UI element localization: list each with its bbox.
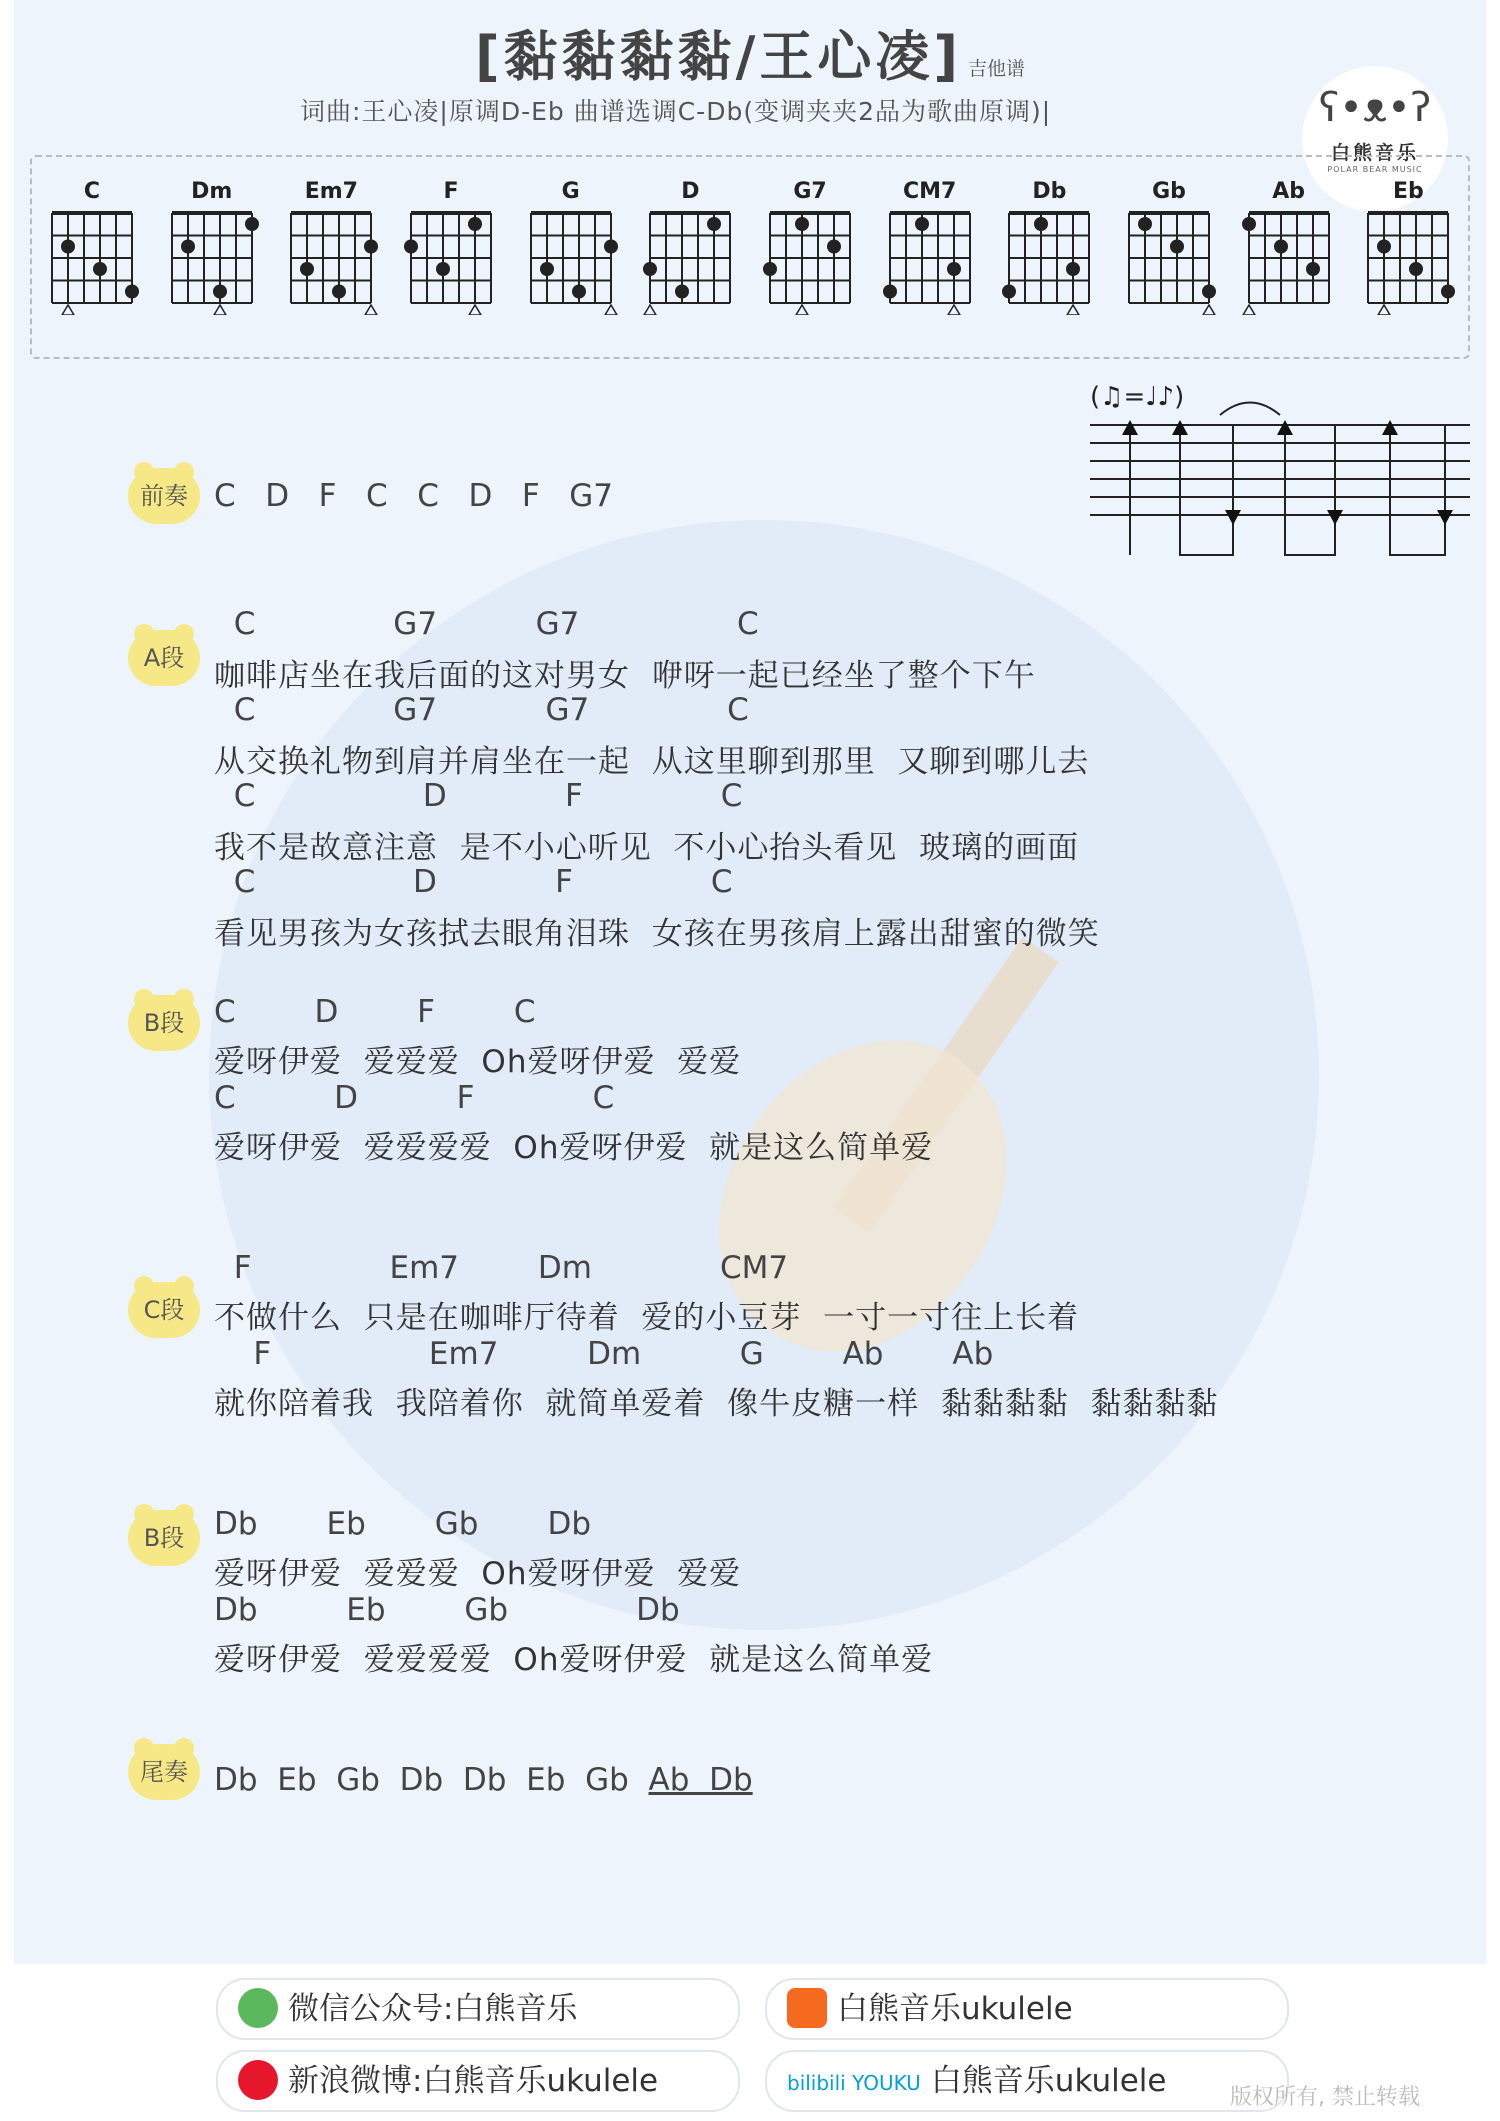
fretboard-grid [281, 205, 381, 315]
chord-diagram-panel [30, 155, 1470, 359]
section-b2-lyric-2: 爱呀伊爱 爱爱爱爱 Oh爱呀伊爱 就是这么简单爱 [214, 1642, 934, 1678]
weibo-pill[interactable] [216, 2050, 740, 2112]
logo-brand-name-en: POLAR BEAR MUSIC [1327, 165, 1423, 174]
chord-diagram-c [42, 179, 142, 345]
taobao-icon [787, 1988, 827, 2028]
fretboard-grid [1119, 205, 1219, 315]
chord-diagram-cm7 [880, 179, 980, 345]
wechat-label: 微信公众号:白熊音乐 [288, 1991, 578, 2027]
section-a-chords-4: C D F C [214, 864, 733, 900]
section-b2-chords-2: Db Eb Gb Db [214, 1592, 680, 1628]
bilibili-youku-icons: bilibili YOUKU [787, 2070, 921, 2095]
section-b-lyric-1: 爱呀伊爱 爱爱爱 Oh爱呀伊爱 爱爱 [214, 1044, 742, 1080]
chord-name: Em7 [304, 179, 358, 204]
section-a-badge: A段 [128, 630, 200, 686]
chord-diagram-dm [162, 179, 262, 345]
section-a-chords-2: C G7 G7 C [214, 692, 749, 728]
section-a-lyric-2: 从交换礼物到肩并肩坐在一起 从这里聊到那里 又聊到哪儿去 [214, 744, 1090, 780]
title-row [0, 14, 1500, 91]
chord-diagram-f [401, 179, 501, 345]
outro-chords [214, 1762, 753, 1798]
section-a-chords-3: C D F C [214, 778, 743, 814]
video-pill[interactable] [765, 2050, 1289, 2112]
credits-line: 词曲:王心凌|原调D-Eb 曲谱选调C-Db(变调夹夹2品为歌曲原调)| [300, 97, 1052, 126]
chord-diagram-em7 [281, 179, 381, 345]
chord-name: CM7 [902, 179, 957, 204]
fretboard-grid [880, 205, 980, 315]
fretboard-grid [162, 205, 262, 315]
section-b-badge: B段 [128, 995, 200, 1051]
chord-name: G [561, 179, 580, 204]
song-title: [黏黏黏黏/王心凌] [474, 25, 963, 88]
intro-chords: C D F C C D F G7 [214, 478, 614, 514]
section-b-chords-2: C D F C [214, 1080, 615, 1116]
section-c-chords-1: F Em7 Dm CM7 [214, 1250, 789, 1286]
section-c-lyric-1: 不做什么 只是在咖啡厅待着 爱的小豆芽 一寸一寸往上长着 [214, 1300, 1080, 1336]
logo-brand-name: 白熊音乐 [1330, 142, 1419, 164]
outro-badge: 尾奏 [128, 1744, 200, 1800]
chord-name: F [443, 179, 459, 204]
section-b-lyric-2: 爱呀伊爱 爱爱爱爱 Oh爱呀伊爱 就是这么简单爱 [214, 1130, 934, 1166]
outro-chords-underlined: Ab Db [648, 1762, 753, 1798]
chord-diagram-eb [1358, 179, 1458, 345]
chord-name: C [83, 179, 101, 204]
section-b2-badge: B段 [128, 1510, 200, 1566]
section-a-lyric-3: 我不是故意注意 是不小心听见 不小心抬头看见 玻璃的画面 [214, 830, 1080, 866]
taobao-label: 白熊音乐ukulele [837, 1991, 1073, 2027]
section-b2-chords-1: Db Eb Gb Db [214, 1506, 591, 1542]
chord-diagram-gb [1119, 179, 1219, 345]
fretboard-grid [760, 205, 860, 315]
chord-name: Db [1032, 179, 1067, 204]
chord-name: Gb [1152, 179, 1186, 204]
fretboard-grid [999, 205, 1099, 315]
fretboard-grid [401, 205, 501, 315]
wechat-icon [238, 1988, 278, 2028]
fretboard-grid [1239, 205, 1339, 315]
chord-diagram-d [640, 179, 740, 345]
section-c-badge: C段 [128, 1282, 200, 1338]
section-c-lyric-2: 就你陪着我 我陪着你 就简单爱着 像牛皮糖一样 黏黏黏黏 黏黏黏黏 [214, 1386, 1219, 1422]
wechat-pill[interactable] [216, 1978, 740, 2040]
chord-name: D [681, 179, 700, 204]
chord-diagram-g [521, 179, 621, 345]
chord-name: Dm [191, 179, 233, 204]
weibo-icon [238, 2060, 278, 2100]
strumming-pattern [1090, 365, 1470, 565]
taobao-pill[interactable] [765, 1978, 1289, 2040]
fretboard-grid [640, 205, 740, 315]
video-label: 白熊音乐ukulele [930, 2063, 1167, 2099]
polar-bear-icon: ʕ•ᴥ•ʔ [1318, 85, 1432, 131]
section-a-lyric-1: 咖啡店坐在我后面的这对男女 咿呀一起已经坐了整个下午 [214, 658, 1036, 694]
copyright-notice: 版权所有, 禁止转载 [1230, 2085, 1420, 2110]
fretboard-grid [521, 205, 621, 315]
chord-diagram-g7 [760, 179, 860, 345]
chord-name: Eb [1392, 179, 1424, 204]
section-b-chords-1: C D F C [214, 994, 536, 1030]
section-a-chords-1: C G7 G7 C [214, 606, 759, 642]
score-type-tag: 吉他谱 [968, 58, 1026, 80]
section-a-lyric-4: 看见男孩为女孩拭去眼角泪珠 女孩在男孩肩上露出甜蜜的微笑 [214, 916, 1100, 952]
svg-text:(♫=♩♪): (♫=♩♪) [1090, 382, 1185, 412]
intro-badge: 前奏 [128, 468, 200, 524]
chord-diagram-list [32, 157, 1468, 357]
section-b2-lyric-1: 爱呀伊爱 爱爱爱 Oh爱呀伊爱 爱爱 [214, 1556, 742, 1592]
outro-chords-main: Db Eb Gb Db Db Eb Gb [214, 1762, 649, 1798]
chord-name: Ab [1272, 179, 1306, 204]
section-c-chords-2: F Em7 Dm G Ab Ab [214, 1336, 994, 1372]
fretboard-grid [42, 205, 142, 315]
weibo-label: 新浪微博:白熊音乐ukulele [288, 2063, 659, 2099]
chord-name: G7 [793, 179, 827, 204]
chord-diagram-db [999, 179, 1099, 345]
chord-diagram-ab [1239, 179, 1339, 345]
fretboard-grid [1358, 205, 1458, 315]
